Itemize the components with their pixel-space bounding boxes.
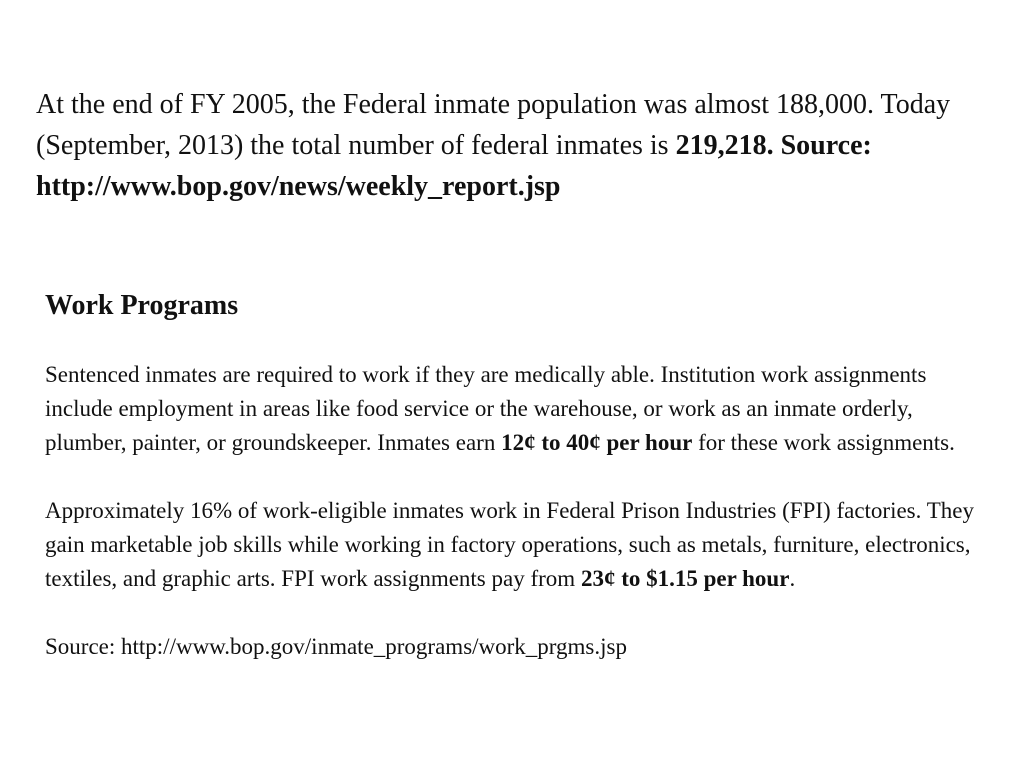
work-paragraph-1: [45, 358, 995, 460]
work-paragraph-2: [45, 494, 995, 596]
intro-text: At the end of FY 2005, the Federal inmate population was almost 188,000. Today (September, 2013) the total number of federal inmates is: [36, 89, 951, 161]
para1-wage: 12¢ to 40¢ per hour: [501, 430, 693, 455]
para2-wage: 23¢ to $1.15 per hour: [580, 566, 790, 591]
para2-text-end: .: [789, 566, 796, 591]
intro-source-label: Source:: [773, 130, 872, 161]
work-programs-section: [45, 284, 995, 664]
intro-source-url[interactable]: http://www.bop.gov/news/weekly_report.jsp: [36, 171, 561, 202]
section-title: Work Programs: [45, 290, 239, 321]
para2-text: Approximately 16% of work-eligible inmates work in Federal Prison Industries (FPI) factories. They gain marketable job skills while working in factory operations, such as metals, furniture, electronics, textiles, and graphic arts. FPI work assignments pay from: [45, 498, 974, 591]
para1-text-end: for these work assignments.: [692, 430, 955, 455]
para1-text: Sentenced inmates are required to work if they are medically able. Institution work assignments include employment in areas like food service or the warehouse, or work as an inmate orderly, plumber, painter, or groundskeeper. Inmates earn: [45, 362, 927, 455]
source-citation[interactable]: Source: http://www.bop.gov/inmate_programs/work_prgms.jsp: [45, 634, 627, 659]
intro-paragraph: [36, 84, 996, 207]
intro-total-count: 219,218.: [675, 130, 774, 161]
